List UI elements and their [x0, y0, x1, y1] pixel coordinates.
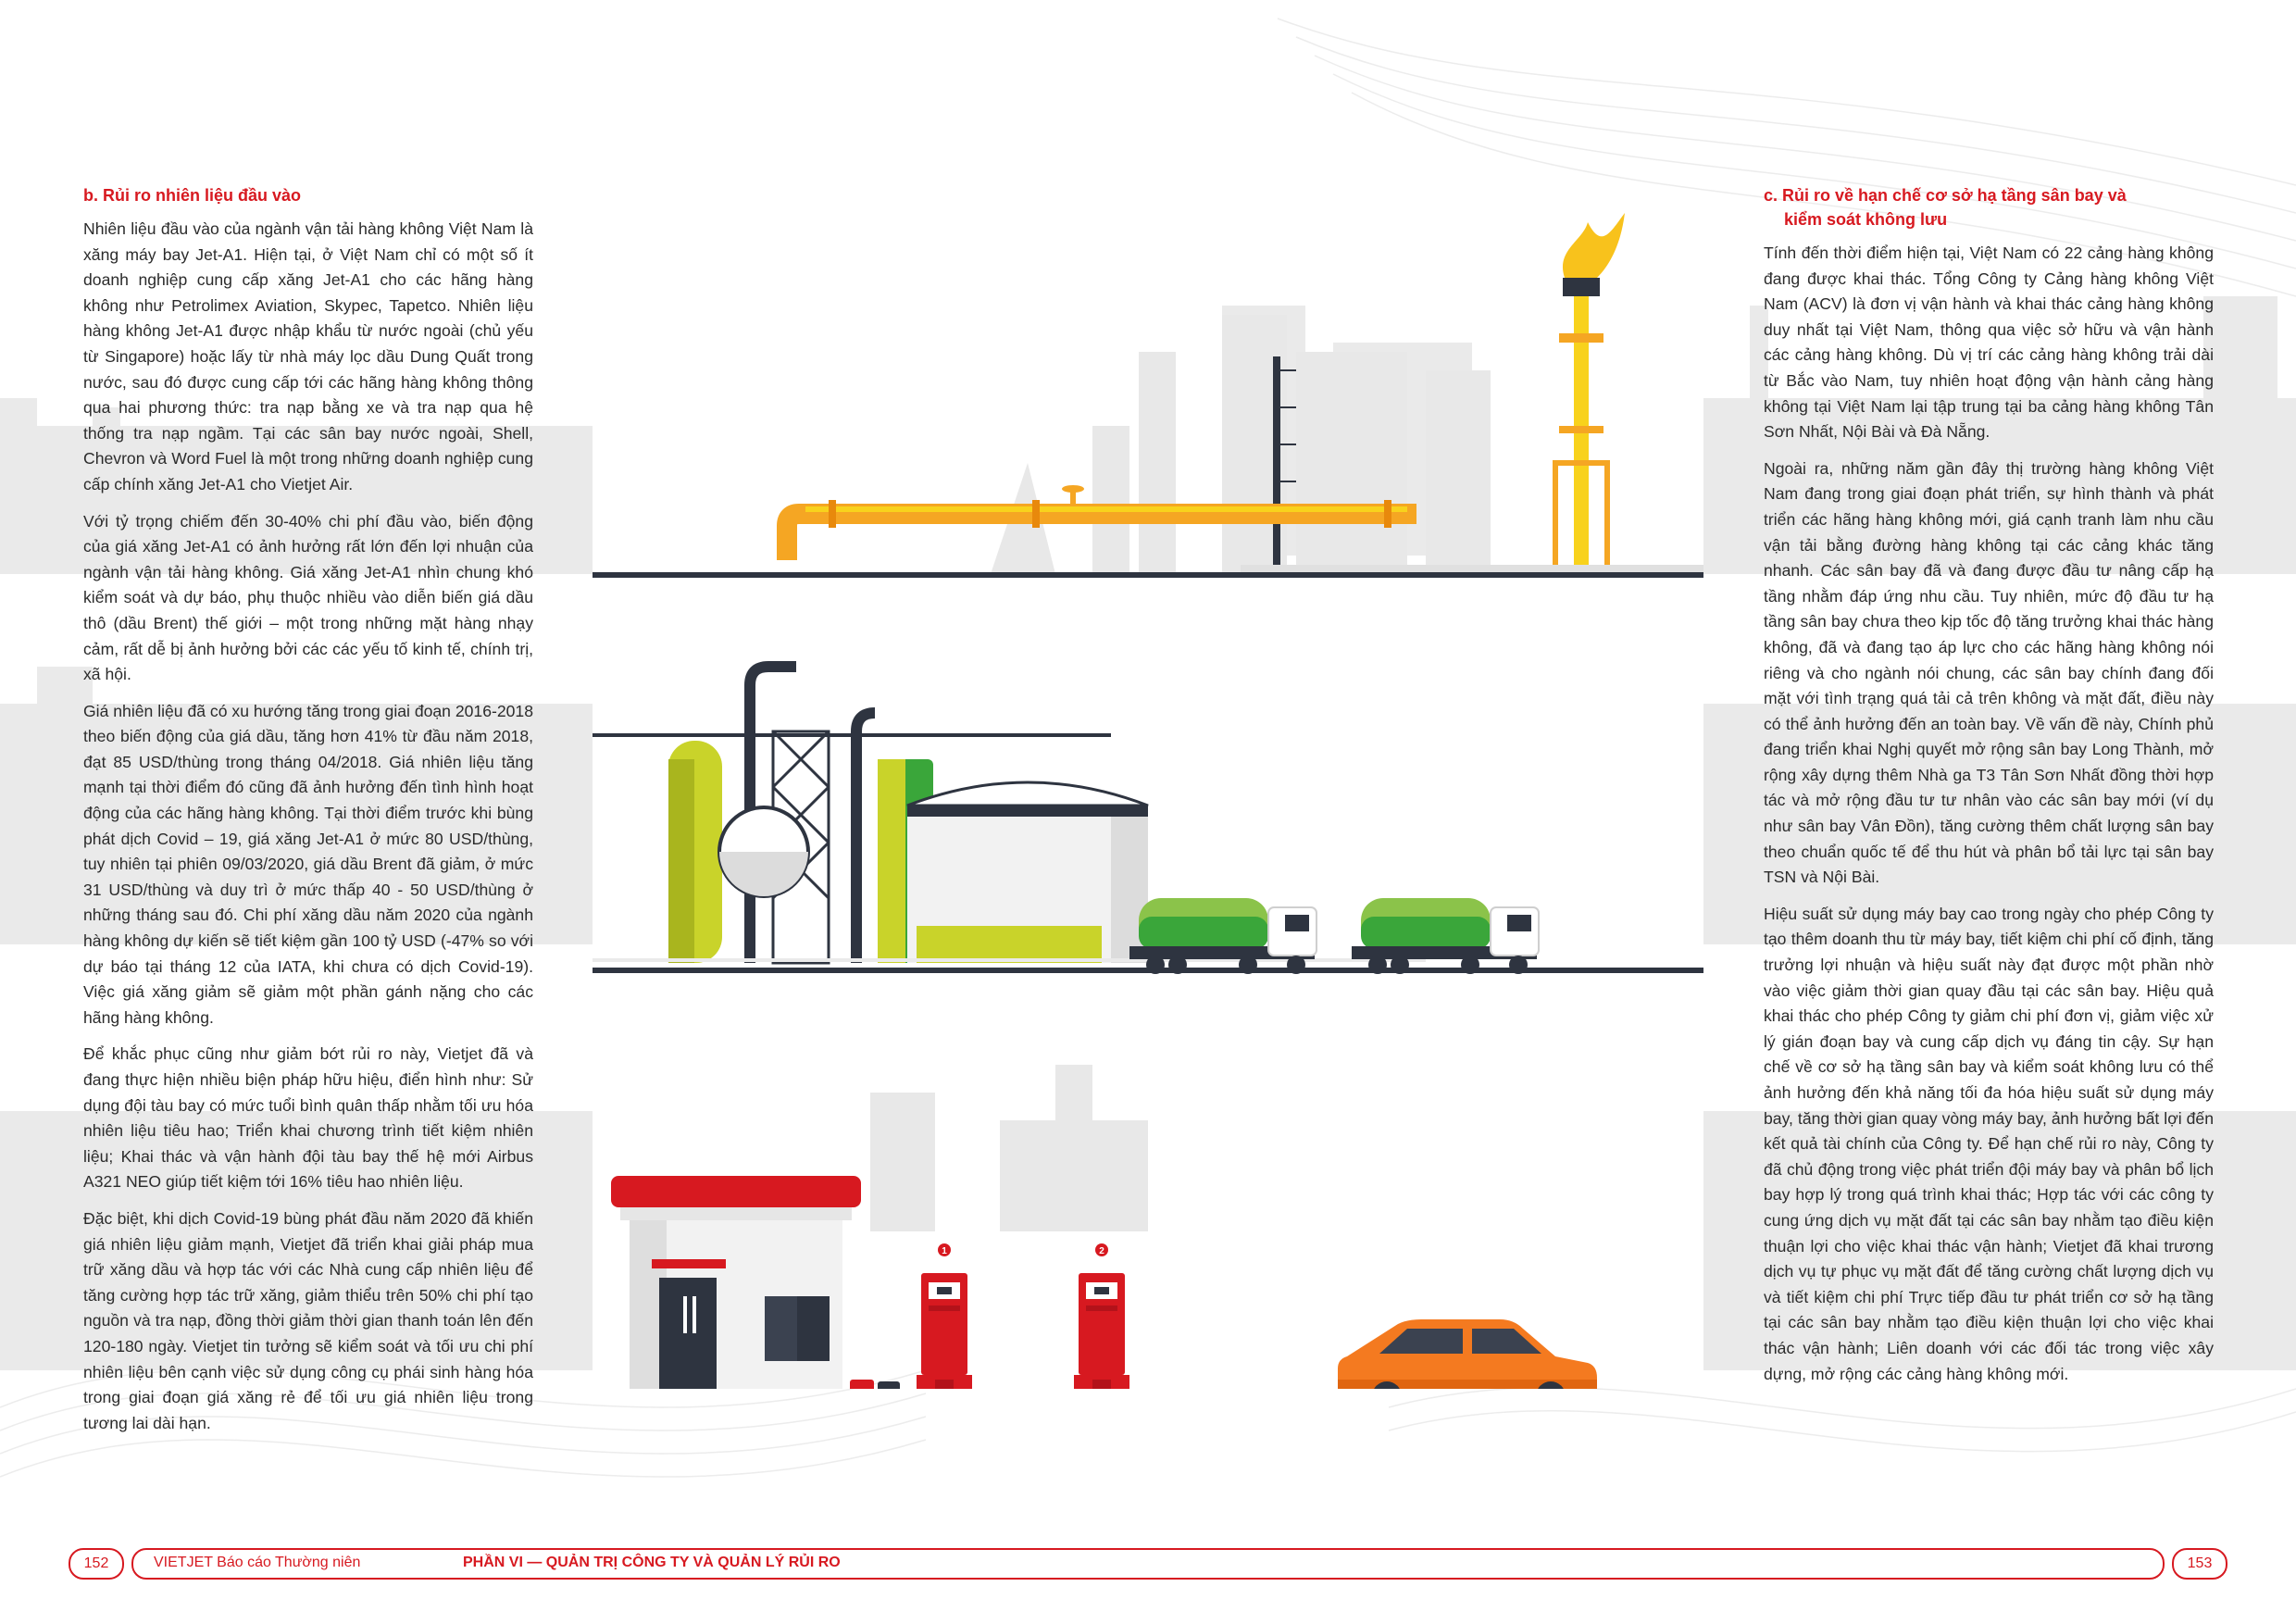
fuel-canister-icon: [878, 1381, 900, 1389]
paragraph: Để khắc phục cũng như giảm bớt rủi ro này, Vietjet đã và đang thực hiện nhiều biện pháp hữu hiệu, điển hình như: Sử dụng đội tàu bay có mức tuổi bình quân thấp nhằm tối ưu hóa nhiên liệu tiêu hao; Triển khai chương trình tiết kiệm nhiên liệu; Khai thác và vận hành đội tàu bay thế hệ mới Airbus A321 NEO giúp tiết kiệm tới 16% tiêu hao nhiên liệu.: [83, 1044, 533, 1192]
footer-bar: [131, 1548, 2165, 1580]
page-number-left: 152: [69, 1548, 124, 1580]
flame-icon: [1563, 213, 1625, 278]
station-door: [659, 1278, 717, 1389]
fuel-pump-2: [1074, 1243, 1129, 1389]
section-heading-infrastructure-risk: [1764, 183, 2214, 231]
ground-line: [593, 968, 1703, 973]
footer-brand: VIETJET Báo cáo Thường niên: [154, 1555, 361, 1570]
section-heading-fuel-risk: b. Rủi ro nhiên liệu đầu vào: [83, 186, 302, 205]
pump-number: 2: [1099, 1246, 1104, 1256]
paragraph: Nhiên liệu đầu vào của ngành vận tải hàng không Việt Nam là xăng máy bay Jet-A1. Hiện tại, ở Việt Nam chỉ có một số ít doanh nghiệp cung cấp xăng Jet-A1 cho các hãng hàng không như Petrolimex Aviation, Skypec, Tapetco. Nhiên liệu hàng không Jet-A1 được nhập khẩu từ nước ngoài (chủ yếu từ Singapore) hoặc lấy từ nhà máy lọc dầu Dung Quất trong nước, sau đó được cung cấp tới các hãng hàng không thông qua hai phương thức: tra nạp bằng xe và tra nạp qua hệ thống tra nạp ngầm. Tại các sân bay nước ngoài, Shell, Chevron và Word Fuel là một trong những doanh nghiệp cung cấp chính xăng Jet-A1 cho Vietjet Air.: [83, 219, 533, 493]
paragraph: Ngoài ra, những năm gần đây thị trường hàng không Việt Nam đang trong giai đoạn phát triển, sự hình thành và phát triển các hãng hàng không mới, giá cạnh tranh làm nhu cầu vận tải bằng đường hàng không tại các cảng khác tăng nhanh. Các sân bay đã và đang được đầu tư nâng cấp hạ tầng nhằm đáp ứng nhu cầu. Tuy nhiên, mức độ đầu tư hạ tầng sân bay chưa theo kịp tốc độ tăng trưởng khai thác hàng không, đã và đang tạo áp lực cho các hãng hàng không nói riêng và cho ngành nói chung, các sân bay chính đang đối mặt với tình trạng quá tải cả trên không và mặt đất, điều này có thể ảnh hưởng đến an toàn bay. Về vấn đề này, Chính phủ đang triển khai Nghị quyết mở rộng sân bay Long Thành, mở rộng xây dựng thêm Nhà ga T3 Tân Sơn Nhất đồng thời hợp tác và mở rộng đầu tư tư nhân vào các sân bay mới (ví dụ như sân bay Vân Đồn), tăng cường thêm chất lượng sân bay theo chuẩn quốc tế để thu hút và phân bổ tải lực tại sân bay TSN và Nội Bài.: [1764, 458, 2214, 887]
fuel-truck-2: [1352, 898, 1539, 974]
fuel-truck-1: [1129, 898, 1316, 974]
paragraph: Với tỷ trọng chiếm đến 30-40% chi phí đầu vào, biến động của giá xăng Jet-A1 có ảnh hưởng rất lớn đến lợi nhuận của ngành vận tải hàng không. Giá xăng Jet-A1 nhìn chung khó kiểm soát và dự báo, phụ thuộc nhiều vào diễn biến giá dầu thô (dầu Brent) thế giới – một trong những mặt hàng nhạy cảm, rất dễ bị ảnh hưởng bởi các các yếu tố kinh tế, chính trị, xã hội.: [83, 511, 533, 684]
pipeline-valve-icon: [1062, 485, 1084, 504]
left-column: [83, 183, 533, 1447]
fuel-supply-illustration: [593, 185, 1703, 1389]
paragraph: Tính đến thời điểm hiện tại, Việt Nam có 22 cảng hàng không đang được khai thác. Tổng Công ty Cảng hàng không Việt Nam (ACV) là đơn vị vận hành và khai thác cảng hàng không duy nhất tại Việt Nam, thông qua việc sở hữu và vận hành các cảng hàng không. Dù vị trí các cảng hàng không trải dài từ Bắc vào Nam, tuy nhiên hoạt động vận hành cảng hàng không tại Việt Nam lại tập trung tại ba cảng hàng không Tân Sơn Nhất, Nội Bài và Đà Nẵng.: [1764, 244, 2214, 442]
fuel-pump-1: [917, 1243, 972, 1389]
paragraph: Đặc biệt, khi dịch Covid-19 bùng phát đầu năm 2020 đã khiến giá nhiên liệu giảm mạnh, Vietjet đã triển khai giải pháp mua trữ xăng dầu và hợp tác với các Nhà cung cấp nhiên liệu để tăng cường hợp tác trữ xăng, giảm thiểu trên 50% chi phí tạo nguồn và tra nạp, đồng thời giảm thời gian thanh toán lên đến 120-180 ngày. Vietjet tin tưởng sẽ kiểm soát và tối ưu chi phí nhiên liệu bên cạnh việc sử dụng công cụ phái sinh hàng hóa trong giai đoạn giá xăng rẻ để tối ưu giá nhiên liệu trong tương lai dài hạn.: [83, 1208, 533, 1432]
page-number-right: 153: [2172, 1548, 2227, 1580]
heading-line-2: kiểm soát không lưu: [1784, 210, 1948, 229]
pipeline-scene: [593, 213, 1703, 578]
flare-stack: [1555, 213, 1625, 574]
ground-line: [593, 572, 1703, 578]
orange-car-icon: [1338, 1319, 1597, 1389]
fuel-canister-icon: [850, 1380, 874, 1389]
heading-line-1: c. Rủi ro về hạn chế cơ sở hạ tầng sân bay và: [1764, 186, 2127, 205]
gas-station-scene: [593, 1065, 1703, 1389]
pump-number: 1: [942, 1246, 947, 1256]
paragraph: Hiệu suất sử dụng máy bay cao trong ngày cho phép Công ty tạo thêm doanh thu từ máy bay, tiết kiệm chi phí cố định, tăng trưởng lợi nhuận và hiệu suất này đạt được một phần nhờ vào việc giảm thời gian quay đầu tại các sân bay. Hiệu quả khai thác cho phép Công ty giảm chi phí đơn vị, giảm việc xử lý gián đoạn bay và cung cấp dịch vụ đáng tin cậy. Sự hạn chế về cơ sở hạ tầng sân bay và kiểm soát không lưu có thể ảnh hưởng đến khả năng tối đa hóa hiệu suất sử dụng máy bay, tăng thời gian quay vòng máy bay, ảnh hưởng bất lợi đến kết quả tài chính của Công ty. Để hạn chế rủi ro này, Công ty đã chủ động trong việc phát triển đội máy bay và phân bổ lịch bay hợp lý trong quá trình khai thác; Hợp tác với các công ty cung ứng dịch vụ mặt đất tại các sân bay nhằm tạo điều kiện thuận lợi cho việc khai thác vận hành; Vietjet đã khai trương dịch vụ tự phục vụ mặt đất để tăng cường chất lượng dịch vụ và tiết kiệm chi phí Trực tiếp đầu tư phát triển cơ sở hạ tầng tại các sân bay nhằm tạo điều kiện thuận lợi cho việc khai thác vận hành; Liên doanh với các đối tác trong việc xây dựng, mở rộng các cảng hàng không mới.: [1764, 904, 2214, 1383]
footer-section-title: PHẦN VI — QUẢN TRỊ CÔNG TY VÀ QUẢN LÝ RỦI RO: [463, 1555, 841, 1570]
refinery-scene: [593, 667, 1703, 974]
right-column: [1764, 183, 2214, 1398]
station-canopy: [611, 1176, 861, 1207]
paragraph: Giá nhiên liệu đã có xu hướng tăng trong giai đoạn 2016-2018 theo biến động của giá dầu, tăng hơn 41% từ đầu năm 2018, đạt 85 USD/thùng trong tháng 04/2018. Giá nhiên liệu tăng mạnh tại thời điểm đó cũng đã ảnh hưởng đến tình hình hoạt động của các hãng hàng không. Tại thời điểm trước khi bùng phát dịch Covid – 19, giá xăng Jet-A1 ở mức 80 USD/thùng, tuy nhiên tại phiên 09/03/2020, giá dầu Brent đã giảm, ở mức 31 USD/thùng và duy trì ở mức thấp 40 - 50 USD/thùng ở những tháng sau đó. Chi phí xăng dầu năm 2020 của ngành hàng không dự kiến sẽ tiết kiệm gần 100 tỷ USD (-47% so với dự báo tại tháng 12 của IATA, khi chưa có dịch Covid-19). Việc giá xăng giảm sẽ giảm một phần gánh nặng cho các hãng hàng không.: [83, 701, 533, 1027]
